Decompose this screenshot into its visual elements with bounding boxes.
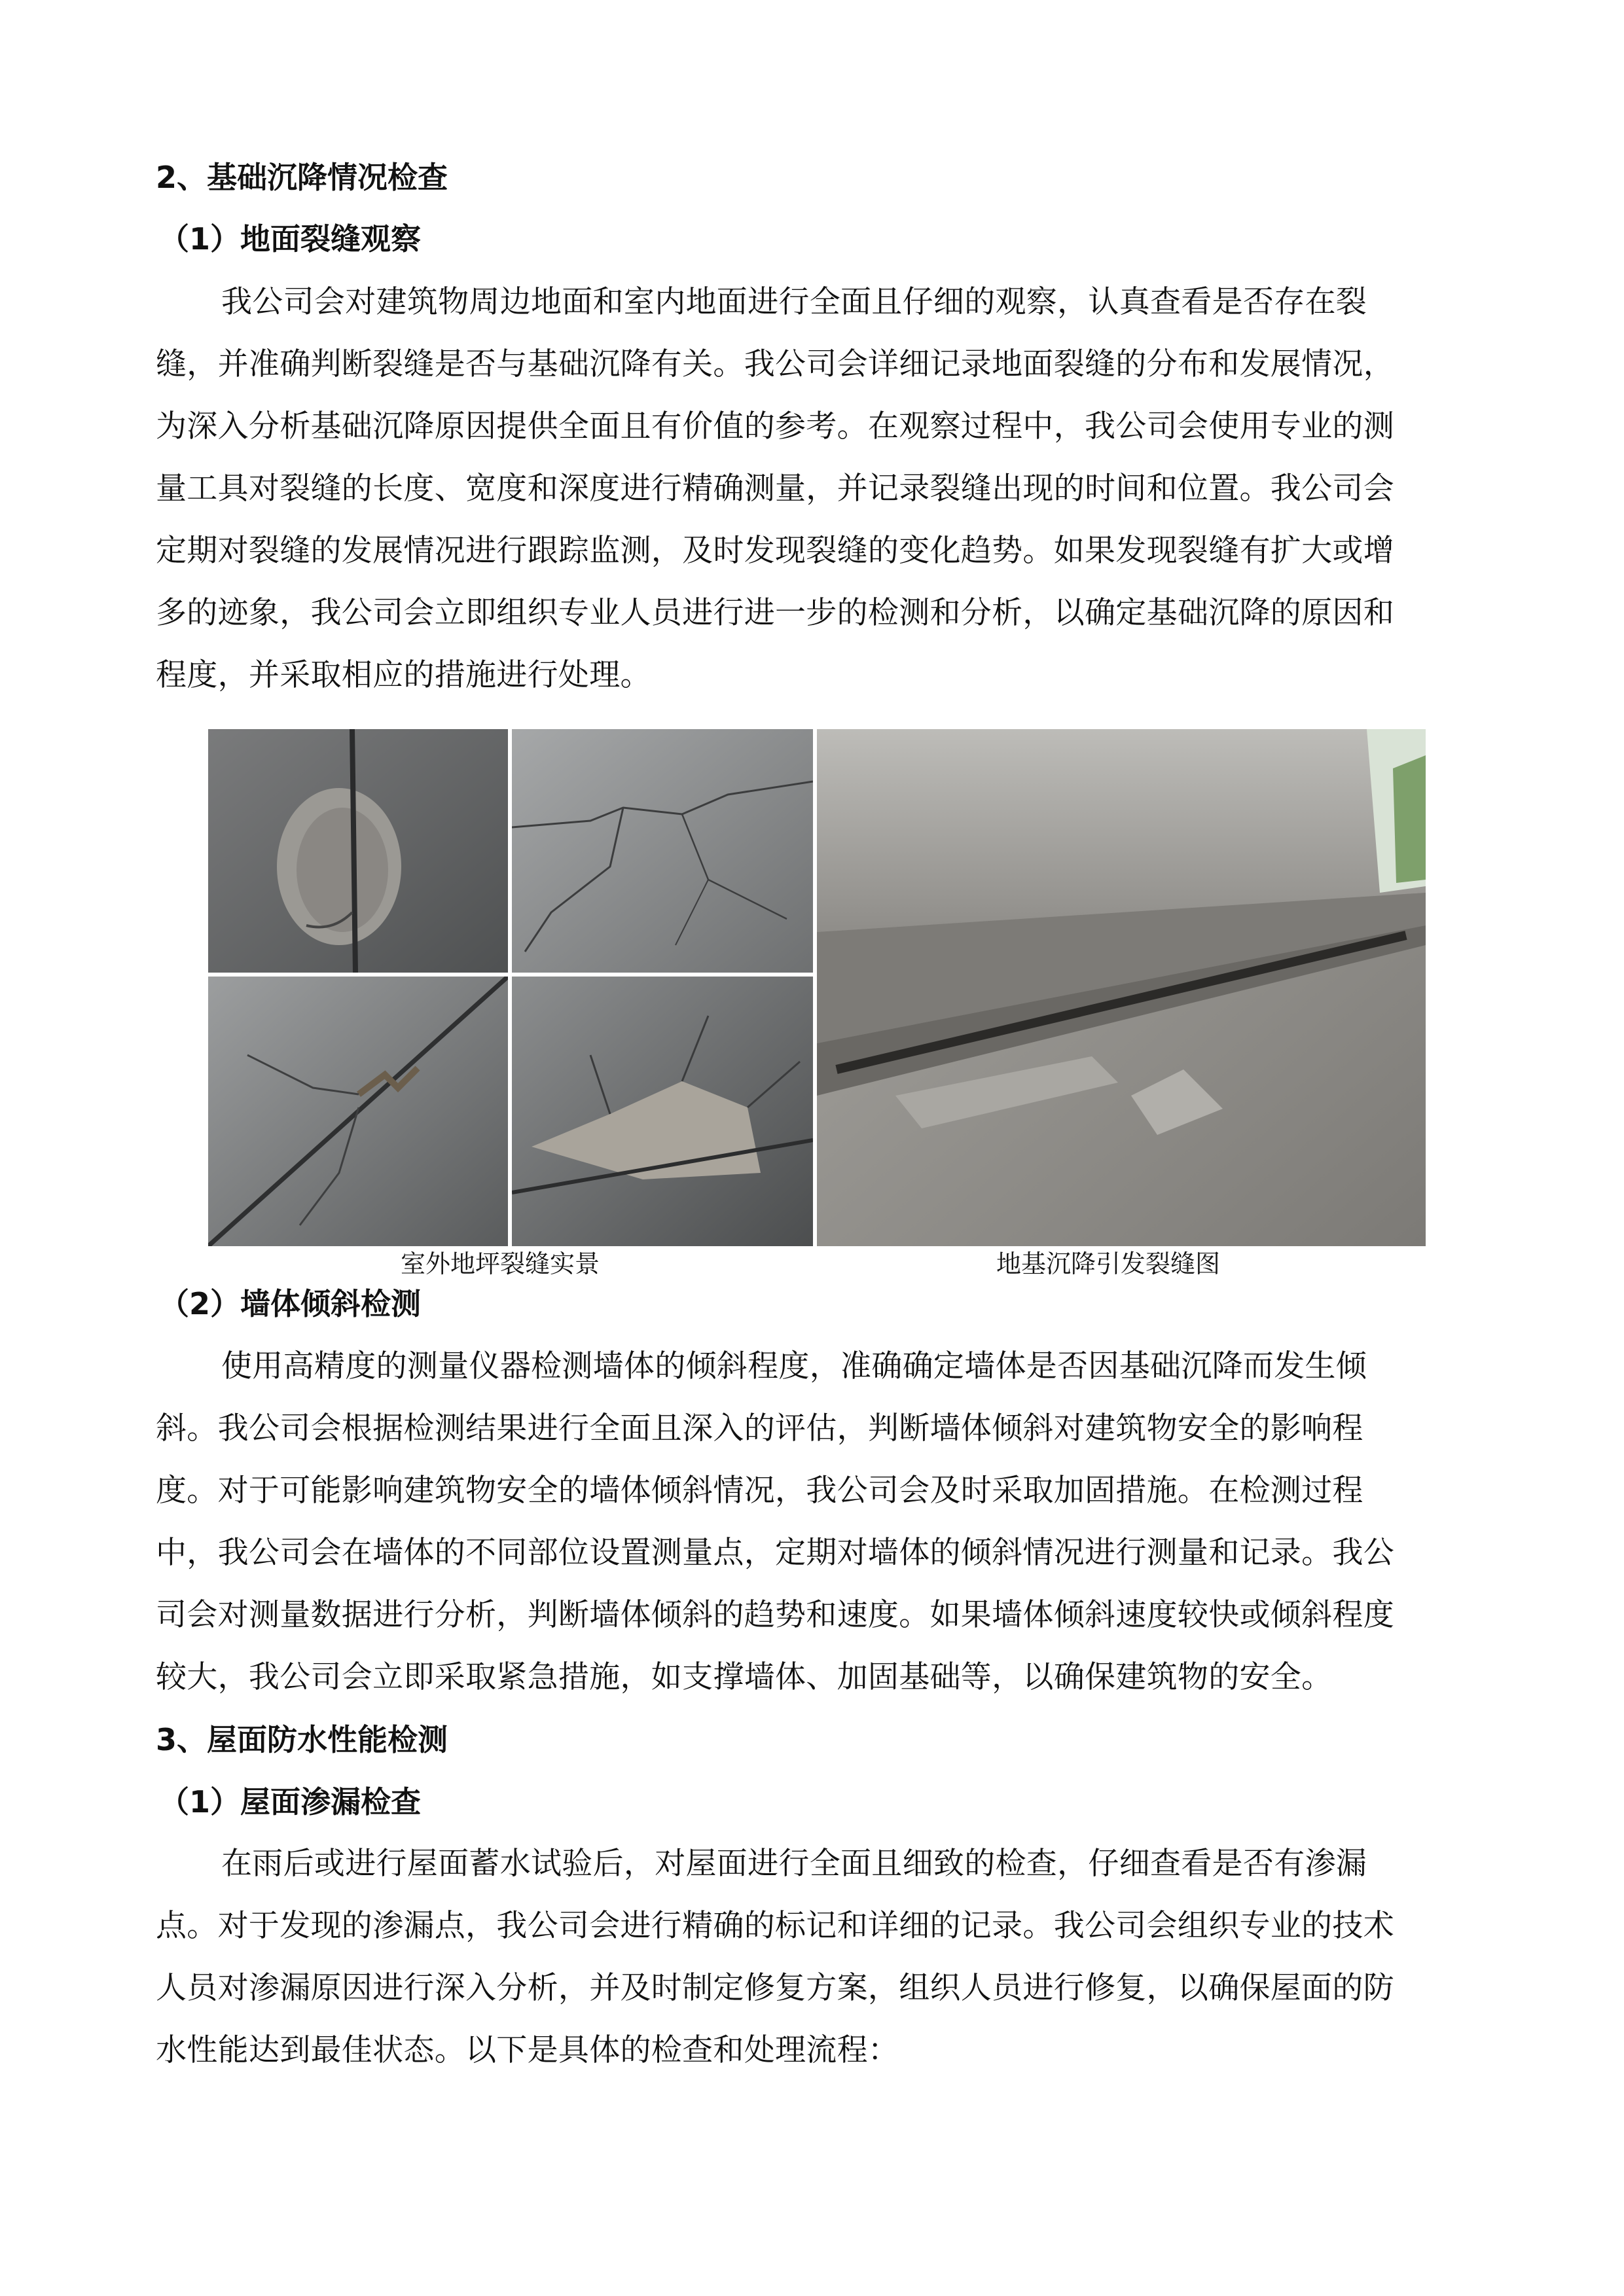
subsection-heading: （1）屋面渗漏检查 [159, 1784, 422, 1820]
paragraph-line: 中，我公司会在墙体的不同部位设置测量点，定期对墙体的倾斜情况进行测量和记录。我公 [156, 1535, 1394, 1571]
paragraph-line: 水性能达到最佳状态。以下是具体的检查和处理流程： [156, 2032, 899, 2068]
paragraph-line: 多的迹象，我公司会立即组织专业人员进行进一步的检测和分析，以确定基础沉降的原因和 [156, 595, 1394, 631]
paragraph-line: 较大，我公司会立即采取紧急措施，如支撑墙体、加固基础等，以确保建筑物的安全。 [156, 1659, 1333, 1695]
floor-crack-photo-3 [208, 977, 508, 1246]
paragraph-line: 在雨后或进行屋面蓄水试验后，对屋面进行全面且细致的检查，仔细查看是否有渗漏 [221, 1846, 1367, 1882]
figure-caption-right: 地基沉降引发裂缝图 [996, 1249, 1221, 1278]
paragraph-line: 人员对渗漏原因进行深入分析，并及时制定修复方案，组织人员进行修复，以确保屋面的防 [156, 1970, 1394, 2006]
paragraph-line: 量工具对裂缝的长度、宽度和深度进行精确测量，并记录裂缝出现的时间和位置。我公司会 [156, 471, 1394, 507]
paragraph-line: 我公司会对建筑物周边地面和室内地面进行全面且仔细的观察，认真查看是否存在裂 [221, 284, 1367, 320]
paragraph-line: 为深入分析基础沉降原因提供全面且有价值的参考。在观察过程中，我公司会使用专业的测 [156, 408, 1394, 444]
floor-crack-photo-1 [208, 729, 508, 973]
section-heading: 3、屋面防水性能检测 [156, 1722, 448, 1757]
foundation-settlement-crack-photo [817, 729, 1426, 1246]
paragraph-line: 点。对于发现的渗漏点，我公司会进行精确的标记和详细的记录。我公司会组织专业的技术 [156, 1908, 1394, 1944]
paragraph-line: 缝，并准确判断裂缝是否与基础沉降有关。我公司会详细记录地面裂缝的分布和发展情况， [156, 346, 1394, 382]
section-heading: 2、基础沉降情况检查 [156, 160, 448, 195]
crack-photo-figure [208, 729, 1426, 1246]
paragraph-line: 斜。我公司会根据检测结果进行全面且深入的评估，判断墙体倾斜对建筑物安全的影响程 [156, 1410, 1363, 1446]
paragraph-line: 使用高精度的测量仪器检测墙体的倾斜程度，准确确定墙体是否因基础沉降而发生倾 [221, 1348, 1367, 1384]
floor-crack-photo-4 [512, 977, 813, 1246]
paragraph-line: 司会对测量数据进行分析，判断墙体倾斜的趋势和速度。如果墙体倾斜速度较快或倾斜程度 [156, 1597, 1394, 1633]
floor-crack-photo-2 [512, 729, 813, 973]
figure-caption-left: 室外地坪裂缝实景 [401, 1249, 600, 1278]
subsection-heading: （2）墙体倾斜检测 [159, 1286, 422, 1321]
subsection-heading: （1）地面裂缝观察 [159, 221, 422, 257]
paragraph-line: 定期对裂缝的发展情况进行跟踪监测，及时发现裂缝的变化趋势。如果发现裂缝有扩大或增 [156, 533, 1394, 569]
paragraph-line: 度。对于可能影响建筑物安全的墙体倾斜情况，我公司会及时采取加固措施。在检测过程 [156, 1473, 1363, 1509]
paragraph-line: 程度，并采取相应的措施进行处理。 [156, 657, 651, 693]
